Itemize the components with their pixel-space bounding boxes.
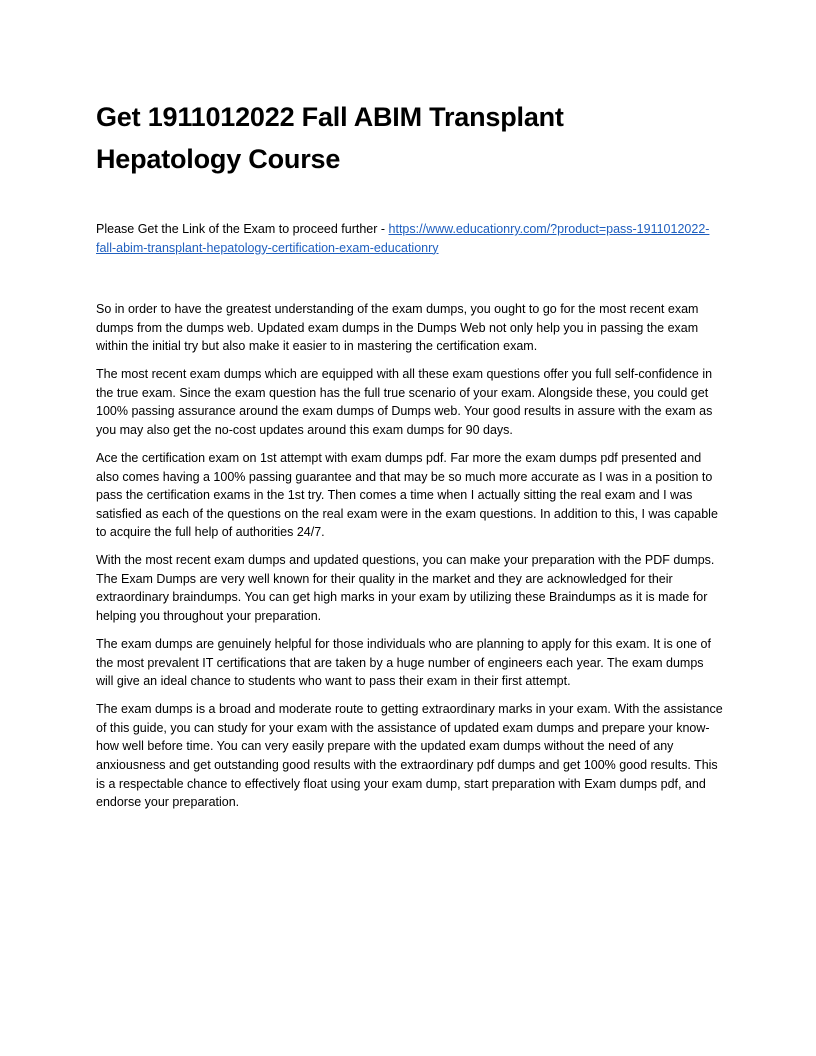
body-paragraph: The exam dumps are genuinely helpful for those individuals who are planning to apply for this exam. It is one of the most prevalent IT certifications that are taken by a huge number of engineers each year. The exam dumps will give an ideal chance to students who want to pass their exam in their first attempt. [96,637,711,689]
intro-text: Please Get the Link of the Exam to proceed further - [96,222,389,236]
body-paragraph: The exam dumps is a broad and moderate route to getting extraordinary marks in your exam. With the assistance of this guide, you can study for your exam with the assistance of updated exam dumps and prepare your know-how well before time. You can very easily prepare with the updated exam dumps without the need of any anxiousness and get outstanding good results with the extraordinary pdf dumps and get 100% good results. This is a respectable chance to effectively float using your exam dump, start preparation with Exam dumps pdf, and endorse your preparation. [96,702,723,810]
body-paragraph: With the most recent exam dumps and updated questions, you can make your preparation with the PDF dumps. The Exam Dumps are very well known for their quality in the market and they are acknowledged for their extraordinary braindumps. You can get high marks in your exam by utilizing these Braindumps as it is made for helping you throughout your preparation. [96,553,715,624]
body-paragraph: So in order to have the greatest understanding of the exam dumps, you ought to go for the most recent exam dumps from the dumps web. Updated exam dumps in the Dumps Web not only help you in passing the exam within the initial try but also make it easier to in mastering the certification exam. [96,302,699,354]
body-paragraph: Ace the certification exam on 1st attempt with exam dumps pdf. Far more the exam dumps pdf presented and also comes having a 100% passing guarantee and that may be so much more accurate as I was in a position to pass the certification exams in the 1st try. Then comes a time when I actually sitting the real exam and I was satisfied as each of the questions on the real exam were in the exam questions. In addition to this, I was capable to acquire the full help of authorities 24/7. [96,450,718,540]
body-paragraph: The most recent exam dumps which are equipped with all these exam questions offer you full self-confidence in the true exam. Since the exam question has the full true scenario of your exam. Alongside these, you could get 100% passing assurance around the exam dumps of Dumps web. Your good results in assure with the exam as you may also get the no-cost updates around this exam dumps for 90 days. [96,367,713,437]
exam-link[interactable]: https://www.educationry.com/?product=pass-1911012022-fall-abim-transplant-hepatology-certification-exam-educationry [96,222,710,255]
intro-paragraph [96,220,724,257]
page-title: Get 1911012022 Fall ABIM Transplant Hepatology Course [96,102,564,174]
body-text [96,300,724,821]
